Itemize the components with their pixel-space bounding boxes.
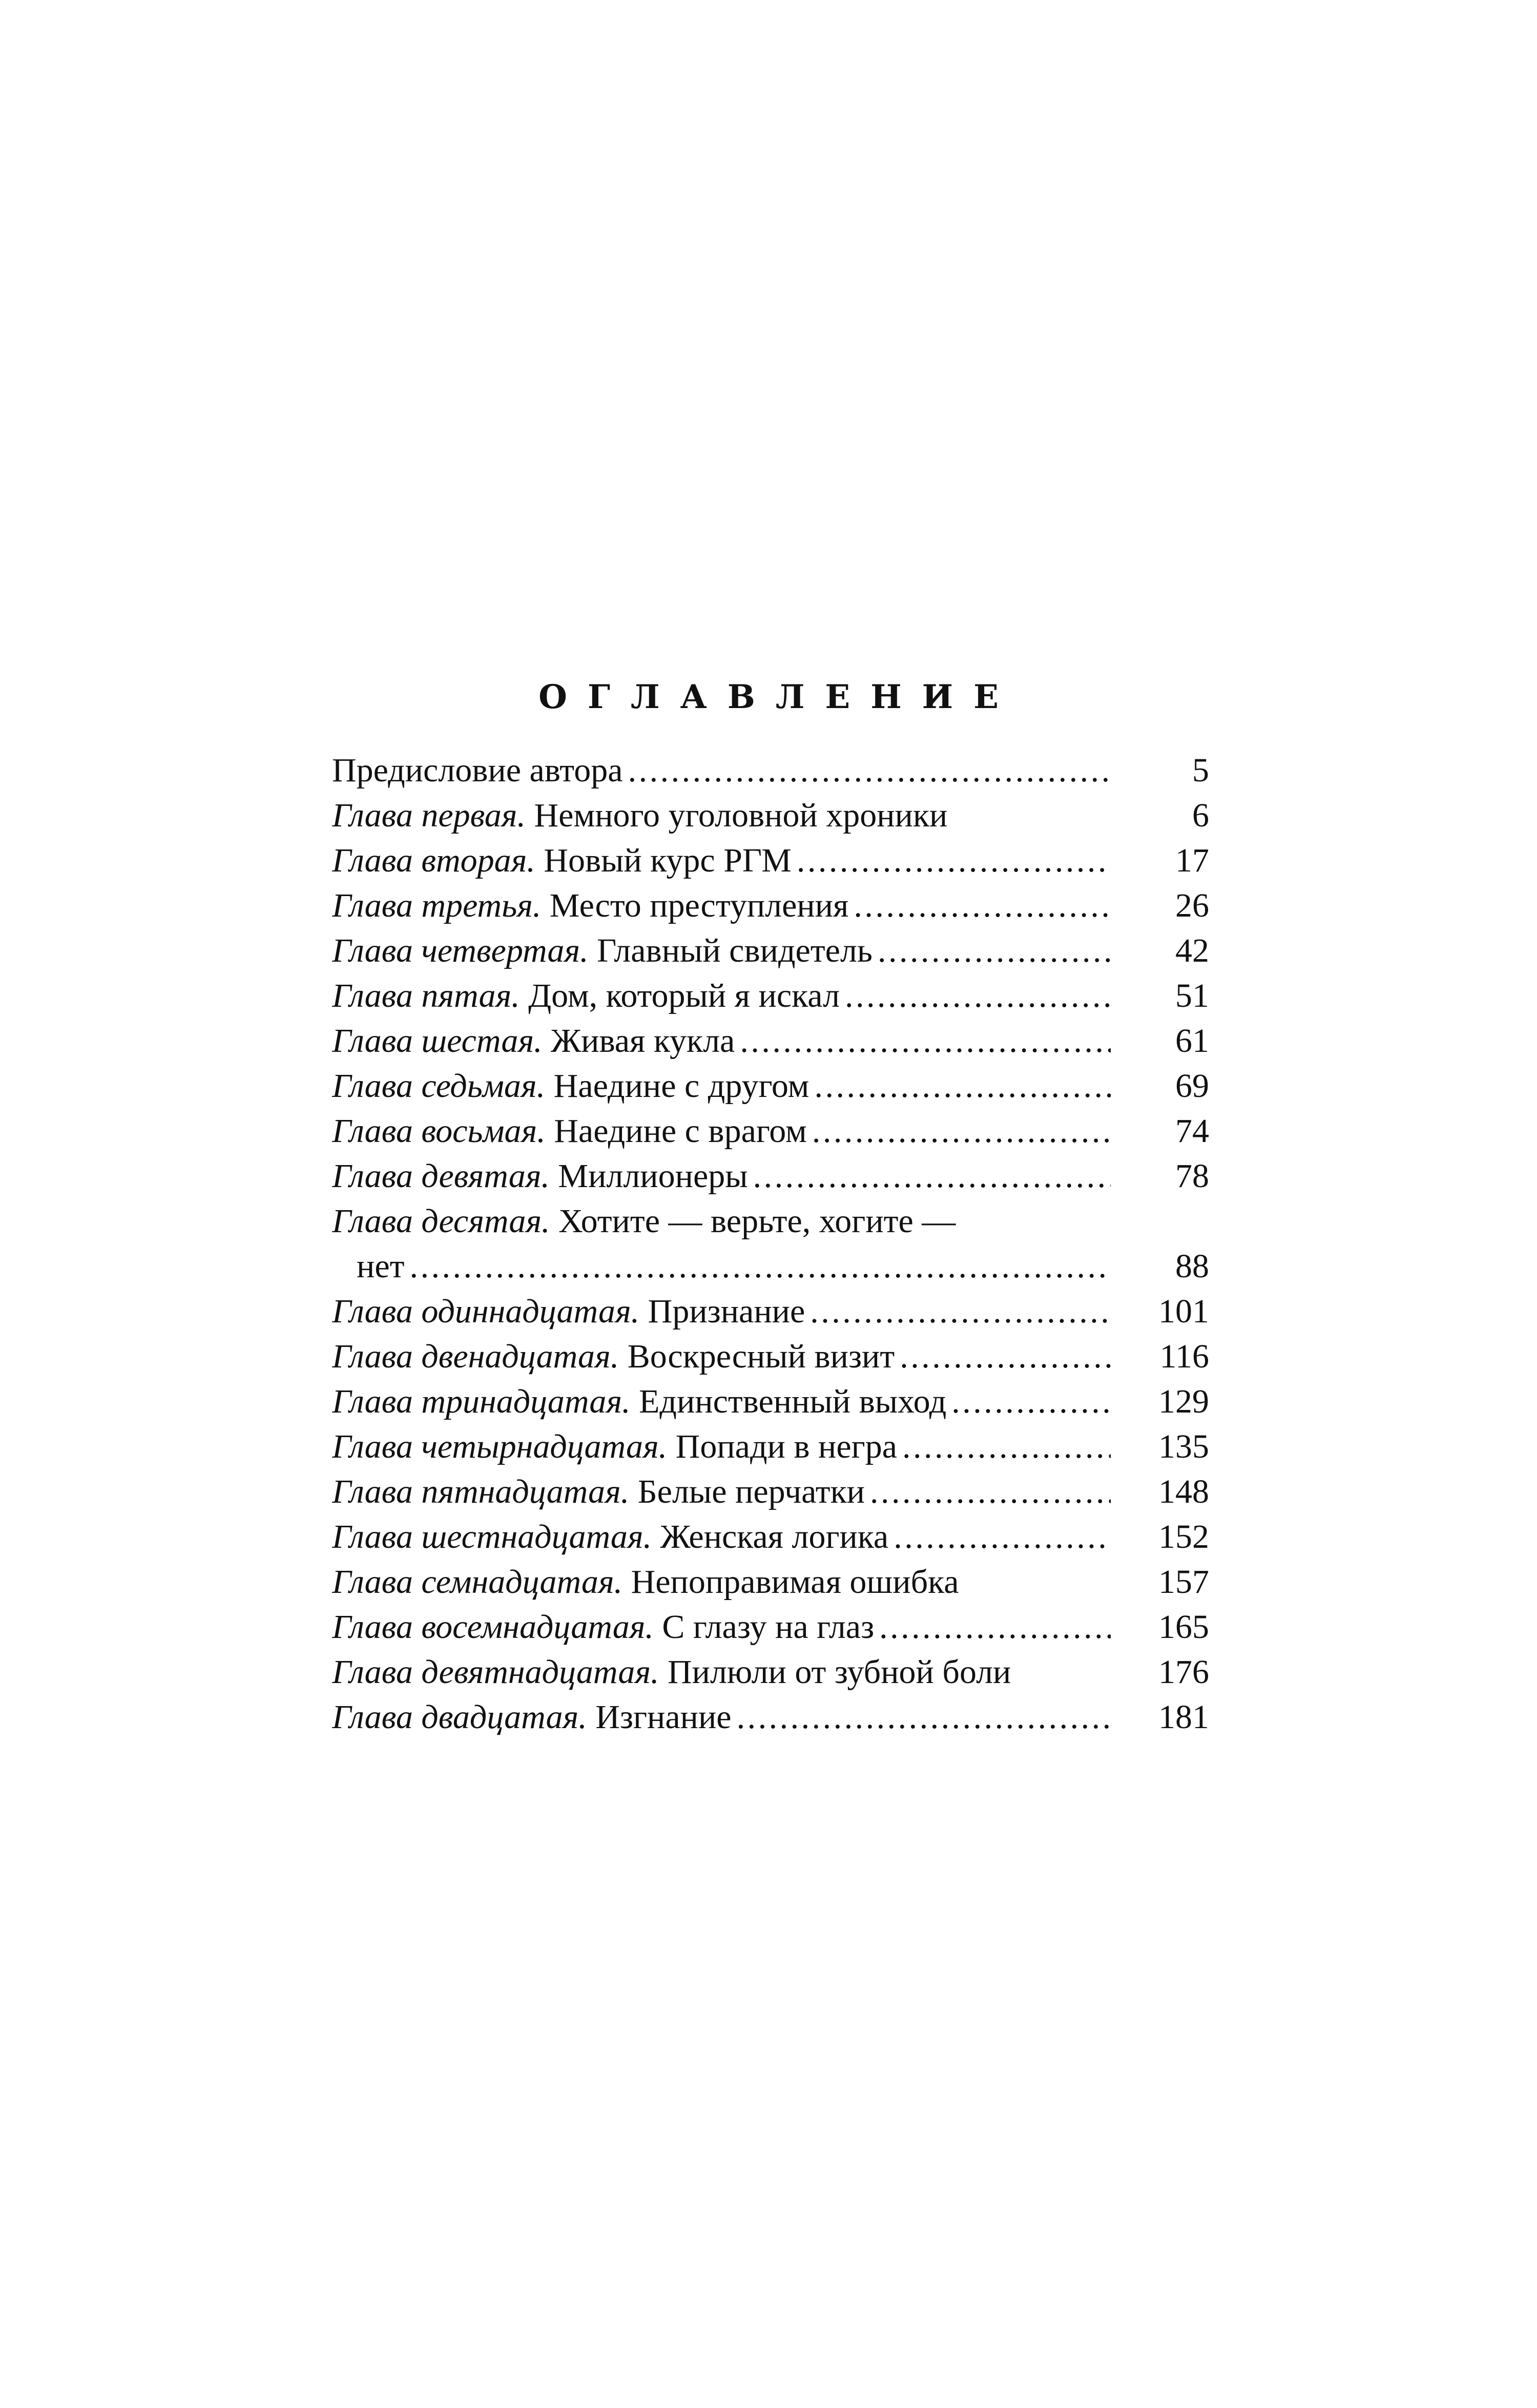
page-number: 148 xyxy=(1158,1473,1209,1510)
toc-entry xyxy=(332,1109,1209,1154)
dot-leader xyxy=(807,1112,1111,1150)
toc-entry xyxy=(332,1154,1209,1199)
toc-entry-title xyxy=(332,1424,1111,1469)
chapter-number: Глава двадцатая. xyxy=(332,1698,587,1736)
chapter-title: Белые перчатки xyxy=(637,1473,865,1510)
chapter-title: С глазу на глаз xyxy=(662,1608,875,1646)
dot-leader xyxy=(959,1563,964,1601)
toc-entry-title xyxy=(332,1514,1111,1560)
dot-leader xyxy=(805,1293,1111,1330)
dot-leader xyxy=(865,1473,1111,1510)
chapter-number: Глава третья. xyxy=(332,887,542,924)
chapter-title: Дом, который я искал xyxy=(528,977,840,1014)
chapter-title: нет xyxy=(357,1248,405,1285)
dot-leader xyxy=(947,797,952,834)
toc-entry xyxy=(332,748,1209,793)
toc-entry-title xyxy=(332,1289,1111,1334)
chapter-number: Глава пятнадцатая. xyxy=(332,1473,630,1510)
toc-entry xyxy=(332,1064,1209,1109)
chapter-title: Место преступления xyxy=(549,887,849,924)
chapter-number: Глава шестнадцатая. xyxy=(332,1518,652,1555)
chapter-title: Немного уголовной хроники xyxy=(534,797,948,834)
page-number: 6 xyxy=(1192,797,1209,834)
chapter-title: Главный свидетель xyxy=(597,932,873,969)
chapter-title: Пилюли от зубной боли xyxy=(668,1653,1011,1691)
toc-entry-title xyxy=(357,1244,1111,1289)
page-number: 165 xyxy=(1158,1608,1209,1646)
toc-entry-title xyxy=(332,748,1111,793)
toc-entry-title xyxy=(332,1469,1111,1514)
toc-entry xyxy=(332,973,1209,1019)
toc-entry-title xyxy=(332,928,1111,973)
dot-leader xyxy=(874,1608,1111,1646)
toc-entry xyxy=(332,838,1209,883)
chapter-number: Глава восьмая. xyxy=(332,1112,546,1150)
page-number: 129 xyxy=(1158,1383,1209,1420)
toc-entry xyxy=(332,928,1209,973)
dot-leader xyxy=(840,977,1111,1014)
chapter-title: Непоправимая ошибка xyxy=(631,1563,959,1601)
toc-entry xyxy=(332,1199,1209,1244)
table-of-contents xyxy=(332,748,1209,1740)
toc-entry-title xyxy=(332,1650,1111,1695)
chapter-title: Изгнание xyxy=(595,1698,732,1736)
dot-leader xyxy=(748,1157,1111,1195)
chapter-number: Глава одиннадцатая. xyxy=(332,1293,640,1330)
dot-leader xyxy=(956,1202,961,1240)
toc-entry xyxy=(332,1424,1209,1469)
toc-entry-title xyxy=(332,1379,1111,1424)
dot-leader xyxy=(735,1022,1111,1060)
chapter-number: Глава десятая. xyxy=(332,1202,550,1240)
toc-entry-title xyxy=(332,1109,1111,1154)
toc-entry xyxy=(332,1334,1209,1379)
chapter-title: Наедине с другом xyxy=(553,1067,809,1105)
toc-entry-title xyxy=(332,1154,1111,1199)
dot-leader xyxy=(897,1428,1111,1465)
dot-leader xyxy=(732,1698,1111,1736)
toc-entry-title xyxy=(332,1334,1111,1379)
toc-entry-title xyxy=(332,1019,1111,1064)
page-number: 51 xyxy=(1175,977,1209,1014)
chapter-title: Миллионеры xyxy=(558,1157,748,1195)
chapter-number: Глава восемнадцатая. xyxy=(332,1608,654,1646)
chapter-title: Воскресный визит xyxy=(627,1338,895,1375)
page-number: 61 xyxy=(1175,1022,1209,1060)
toc-entry-title xyxy=(332,883,1111,928)
page-number: 152 xyxy=(1158,1518,1209,1555)
toc-entry-title xyxy=(332,973,1111,1019)
chapter-title: Женская логика xyxy=(660,1518,889,1555)
toc-entry xyxy=(332,793,1209,838)
toc-entry xyxy=(332,1695,1209,1740)
chapter-number: Глава двенадцатая. xyxy=(332,1338,619,1375)
chapter-number: Глава девятнадцатая. xyxy=(332,1653,659,1691)
page-number: 26 xyxy=(1175,887,1209,924)
chapter-number: Глава пятая. xyxy=(332,977,520,1014)
chapter-number: Глава четвертая. xyxy=(332,932,589,969)
dot-leader xyxy=(848,887,1111,924)
chapter-number: Глава первая. xyxy=(332,797,526,834)
page-number: 135 xyxy=(1158,1428,1209,1465)
toc-entry-title xyxy=(332,1199,1111,1244)
chapter-number: Глава седьмая. xyxy=(332,1067,546,1105)
chapter-number: Глава тринадцатая. xyxy=(332,1383,631,1420)
toc-entry-title xyxy=(332,1064,1111,1109)
page-title: ОГЛАВЛЕНИЕ xyxy=(538,677,1019,716)
dot-leader xyxy=(873,932,1111,969)
dot-leader xyxy=(895,1338,1111,1375)
toc-entry-title xyxy=(332,1560,1111,1605)
page-number: 88 xyxy=(1175,1248,1209,1285)
page-number: 17 xyxy=(1175,842,1209,879)
page-number: 101 xyxy=(1158,1293,1209,1330)
toc-entry-title xyxy=(332,1605,1111,1650)
chapter-title: Новый курс РГМ xyxy=(544,842,792,879)
dot-leader xyxy=(404,1248,1111,1285)
dot-leader xyxy=(792,842,1111,879)
chapter-number: Глава семнадцатая. xyxy=(332,1563,623,1601)
chapter-number: Глава вторая. xyxy=(332,842,535,879)
dot-leader xyxy=(623,752,1111,789)
chapter-number: Глава девятая. xyxy=(332,1157,550,1195)
toc-entry xyxy=(332,1019,1209,1064)
toc-entry xyxy=(332,1514,1209,1560)
dot-leader xyxy=(1011,1653,1016,1691)
toc-entry xyxy=(332,1560,1209,1605)
toc-entry xyxy=(332,883,1209,928)
page-number: 5 xyxy=(1192,752,1209,789)
dot-leader xyxy=(888,1518,1111,1555)
page-number: 116 xyxy=(1159,1338,1209,1375)
toc-entry xyxy=(332,1379,1209,1424)
toc-entry-title xyxy=(332,838,1111,883)
page-number: 74 xyxy=(1175,1112,1209,1150)
chapter-title: Попади в негра xyxy=(675,1428,897,1465)
chapter-title: Хотите — верьте, хогите — xyxy=(558,1202,956,1240)
chapter-number: Глава шестая. xyxy=(332,1022,543,1060)
dot-leader xyxy=(946,1383,1111,1420)
chapter-title: Единственный выход xyxy=(639,1383,947,1420)
page-number: 181 xyxy=(1158,1698,1209,1736)
dot-leader xyxy=(809,1067,1111,1105)
page-number: 69 xyxy=(1175,1067,1209,1105)
page-number: 42 xyxy=(1175,932,1209,969)
chapter-number: Глава четырнадцатая. xyxy=(332,1428,668,1465)
page-number: 157 xyxy=(1158,1563,1209,1601)
page-number: 78 xyxy=(1175,1157,1209,1195)
toc-entry xyxy=(332,1244,1209,1289)
chapter-title: Предисловие автора xyxy=(332,752,623,789)
chapter-title: Живая кукла xyxy=(551,1022,735,1060)
chapter-title: Наедине с врагом xyxy=(554,1112,807,1150)
page-number: 176 xyxy=(1158,1653,1209,1691)
toc-entry-title xyxy=(332,793,1111,838)
toc-entry xyxy=(332,1650,1209,1695)
toc-entry xyxy=(332,1605,1209,1650)
chapter-title: Признание xyxy=(648,1293,805,1330)
toc-entry xyxy=(332,1289,1209,1334)
toc-entry xyxy=(332,1469,1209,1514)
toc-entry-title xyxy=(332,1695,1111,1740)
